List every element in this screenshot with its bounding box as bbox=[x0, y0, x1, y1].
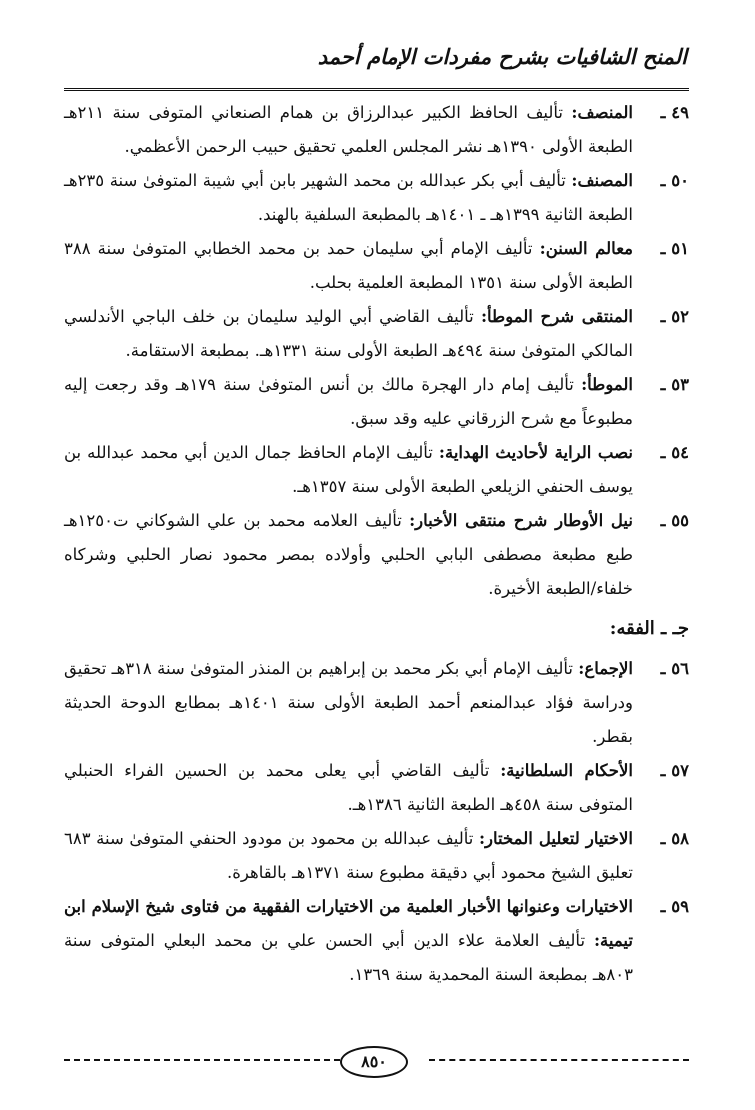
entry-body bbox=[64, 96, 633, 164]
entry-term: نيل الأوطار شرح منتقى الأخبار: bbox=[409, 511, 633, 530]
entry-text: تأليف العلامه محمد بن علي الشوكاني ت١٢٥٠هـ طبع مطبعة مصطفى البابي الحلبي وأولاده بمصر محمود نصار الحلبي وشركاه خلفاء/الطبعة الأخيرة. bbox=[64, 511, 633, 598]
entry bbox=[64, 504, 689, 606]
entry-number: ٥١ ـ bbox=[660, 239, 689, 258]
entry-term: الأحكام السلطانية: bbox=[500, 761, 633, 780]
entry bbox=[64, 890, 689, 992]
entry-number: ٥٠ ـ bbox=[660, 171, 689, 190]
entry-term: المنتقى شرح الموطأ: bbox=[480, 307, 634, 326]
entry-body bbox=[64, 890, 633, 992]
entry-text: تأليف الحافظ الكبير عبدالرزاق بن همام الصنعاني المتوفى سنة ٢١١هـ الطبعة الأولى ١٣٩٠هـ نشر المجلس العلمي تحقيق حبيب الرحمن الأعظمي. bbox=[64, 103, 633, 156]
entry-term: المنصف: bbox=[571, 103, 633, 122]
entry bbox=[64, 652, 689, 754]
entry-number: ٥٢ ـ bbox=[660, 307, 689, 326]
entry-text: تأليف العلامة علاء الدين أبي الحسن علي بن محمد البعلي المتوفى سنة ٨٠٣هـ بمطبعة السنة المحمدية سنة ١٣٦٩. bbox=[64, 931, 633, 984]
entry-term: الموطأ: bbox=[581, 375, 633, 394]
entry-body bbox=[64, 164, 633, 232]
running-header: المنح الشافيات بشرح مفردات الإمام أحمد bbox=[317, 44, 687, 69]
entry-term: الإجماع: bbox=[578, 659, 633, 678]
entry-number: ٥٧ ـ bbox=[660, 761, 689, 780]
entry-text: تأليف القاضي أبي الوليد سليمان بن خلف الباجي الأندلسي المالكي المتوفىٰ سنة ٤٩٤هـ الطبعة الأولى سنة ١٣٣١هـ. بمطبعة الاستقامة. bbox=[64, 307, 633, 360]
entry-number: ٥٦ ـ bbox=[660, 659, 689, 678]
entry-number: ٥٤ ـ bbox=[660, 443, 689, 462]
entry-body bbox=[64, 300, 633, 368]
entry bbox=[64, 232, 689, 300]
bibliography-content bbox=[64, 96, 689, 992]
section-heading: جـ ـ الفقه: bbox=[609, 618, 689, 639]
entry-number: ٤٩ ـ bbox=[660, 103, 689, 122]
entry-number: ٥٣ ـ bbox=[660, 375, 689, 394]
entry-body bbox=[64, 368, 633, 436]
page-number: ٨٥٠ bbox=[340, 1046, 408, 1078]
entry-text: تأليف الإمام الحافظ جمال الدين أبي محمد عبدالله بن يوسف الحنفي الزيلعي الطبعة الأولى سنة ١٣٥٧هـ. bbox=[64, 443, 633, 496]
entry bbox=[64, 96, 689, 164]
entry-term: معالم السنن: bbox=[539, 239, 633, 258]
entry-body bbox=[64, 822, 633, 890]
entry-text: تأليف عبدالله بن محمود بن مودود الحنفي المتوفىٰ سنة ٦٨٣ تعليق الشيخ محمود أبي دقيقة مطبوع سنة ١٣٧١هـ بالقاهرة. bbox=[64, 829, 633, 882]
entry bbox=[64, 754, 689, 822]
entry-text: تأليف أبي بكر عبدالله بن محمد الشهير بابن أبي شيبة المتوفىٰ سنة ٢٣٥هـ الطبعة الثانية ١٣٩٩هـ ـ ١٤٠١هـ بالمطبعة السلفية بالهند. bbox=[64, 171, 633, 224]
page-footer bbox=[64, 1040, 689, 1080]
entry-number: ٥٩ ـ bbox=[660, 897, 689, 916]
entry-term: نصب الراية لأحاديث الهداية: bbox=[438, 443, 633, 462]
entry-term: الاختيار لتعليل المختار: bbox=[478, 829, 633, 848]
entry-number: ٥٥ ـ bbox=[660, 511, 689, 530]
entry-text: تأليف الإمام أبي سليمان حمد بن محمد الخطابي المتوفىٰ سنة ٣٨٨ الطبعة الأولى سنة ١٣٥١ المطبعة العلمية بحلب. bbox=[64, 239, 633, 292]
entry bbox=[64, 822, 689, 890]
entry-body bbox=[64, 232, 633, 300]
entry-body bbox=[64, 652, 633, 754]
entry bbox=[64, 300, 689, 368]
entry bbox=[64, 368, 689, 436]
entry bbox=[64, 164, 689, 232]
header-rule bbox=[64, 88, 689, 91]
entry-term: الاختيارات وعنوانها الأخبار العلمية من الاختيارات الفقهية من فتاوى شيخ الإسلام ابن تيمية: bbox=[64, 897, 633, 950]
footer-dashed-rule-right bbox=[429, 1059, 689, 1061]
entry-body bbox=[64, 754, 633, 822]
entry-body bbox=[64, 504, 633, 606]
entry-body bbox=[64, 436, 633, 504]
entry-term: المصنف: bbox=[571, 171, 633, 190]
entry-text: تأليف الإمام أبي بكر محمد بن إبراهيم بن المنذر المتوفىٰ سنة ٣١٨هـ تحقيق ودراسة فؤاد عبدالمنعم أحمد الطبعة الأولى سنة ١٤٠١هـ بمطابع الدوحة الحديثة بقطر. bbox=[64, 659, 634, 746]
entry bbox=[64, 436, 689, 504]
entry-number: ٥٨ ـ bbox=[660, 829, 689, 848]
footer-dashed-rule-left bbox=[64, 1059, 340, 1061]
entry-text: تأليف إمام دار الهجرة مالك بن أنس المتوفىٰ سنة ١٧٩هـ وقد رجعت إليه مطبوعاً مع شرح الزرقاني عليه وقد سبق. bbox=[64, 375, 633, 428]
entry-text: تأليف القاضي أبي يعلى محمد بن الحسين الفراء الحنبلي المتوفى سنة ٤٥٨هـ الطبعة الثانية ١٣٨٦هـ. bbox=[64, 761, 633, 814]
